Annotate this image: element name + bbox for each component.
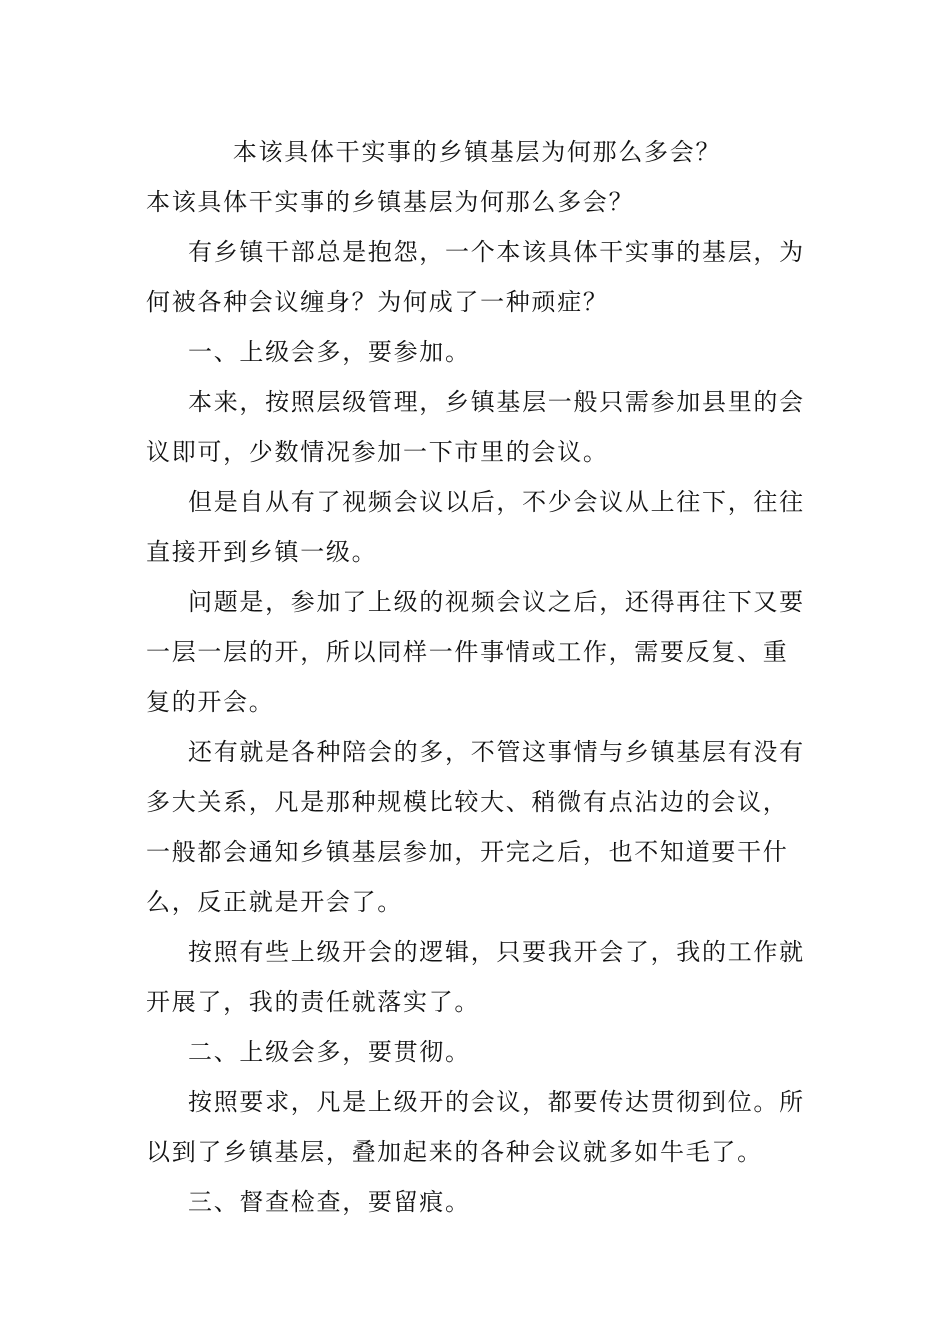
paragraph: 还有就是各种陪会的多，不管这事情与乡镇基层有没有多大关系，凡是那种规模比较大、稍微有点沾边的会议，一般都会通知乡镇基层参加，开完之后，也不知道要干什么，反正就是开会了。 [146, 738, 805, 916]
paragraph-intro: 有乡镇干部总是抱怨，一个本该具体干实事的基层，为何被各种会议缠身？为何成了一种顽症？ [146, 238, 805, 316]
section-heading-1: 一、上级会多，要参加。 [188, 338, 471, 366]
paragraph: 但是自从有了视频会议以后，不少会议从上往下，往往直接开到乡镇一级。 [146, 488, 805, 566]
paragraph: 按照有些上级开会的逻辑，只要我开会了，我的工作就开展了，我的责任就落实了。 [146, 938, 805, 1016]
section-heading-3: 三、督查检查，要留痕。 [188, 1188, 471, 1216]
paragraph: 问题是，参加了上级的视频会议之后，还得再往下又要一层一层的开，所以同样一件事情或工作，需要反复、重复的开会。 [146, 588, 805, 716]
paragraph: 按照要求，凡是上级开的会议，都要传达贯彻到位。所以到了乡镇基层，叠加起来的各种会议就多如牛毛了。 [146, 1088, 805, 1166]
document-subtitle: 本该具体干实事的乡镇基层为何那么多会？ [146, 188, 635, 216]
document-body [146, 127, 808, 1227]
document-title: 本该具体干实事的乡镇基层为何那么多会？ [232, 138, 722, 166]
section-heading-2: 二、上级会多，要贯彻。 [188, 1038, 471, 1066]
paragraph: 本来，按照层级管理，乡镇基层一般只需参加县里的会议即可，少数情况参加一下市里的会议。 [146, 388, 805, 466]
